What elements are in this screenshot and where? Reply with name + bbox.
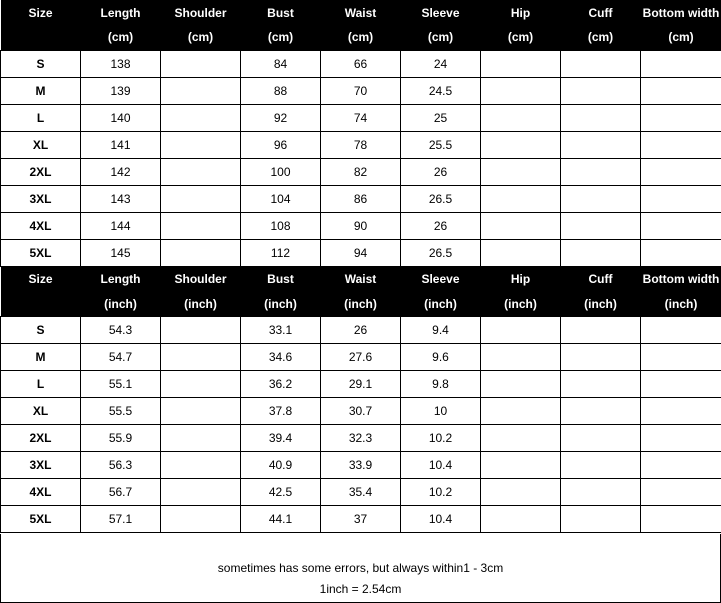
size-cell: 5XL xyxy=(1,506,81,533)
table-row xyxy=(1,398,721,425)
value-cell xyxy=(161,371,241,398)
column-unit: (inch) xyxy=(561,292,641,317)
value-cell xyxy=(641,158,721,185)
value-cell: 25.5 xyxy=(401,131,481,158)
value-cell xyxy=(481,506,561,533)
value-cell: 25 xyxy=(401,104,481,131)
size-cell: 4XL xyxy=(1,479,81,506)
value-cell: 10.2 xyxy=(401,425,481,452)
value-cell xyxy=(161,212,241,239)
size-cell: XL xyxy=(1,131,81,158)
value-cell xyxy=(481,479,561,506)
value-cell: 24 xyxy=(401,50,481,77)
header-row-labels xyxy=(1,0,721,25)
column-unit: (inch) xyxy=(241,292,321,317)
header-row-units xyxy=(1,292,721,317)
value-cell xyxy=(161,398,241,425)
value-cell xyxy=(481,239,561,266)
size-cell: XL xyxy=(1,398,81,425)
table-row xyxy=(1,212,721,239)
value-cell xyxy=(561,506,641,533)
value-cell: 26.5 xyxy=(401,185,481,212)
value-cell xyxy=(561,398,641,425)
value-cell: 82 xyxy=(321,158,401,185)
column-unit: (cm) xyxy=(481,25,561,50)
value-cell: 142 xyxy=(81,158,161,185)
column-header: Hip xyxy=(481,0,561,25)
value-cell xyxy=(481,425,561,452)
size-cell: 3XL xyxy=(1,185,81,212)
value-cell xyxy=(161,479,241,506)
value-cell xyxy=(161,506,241,533)
value-cell: 74 xyxy=(321,104,401,131)
value-cell: 56.7 xyxy=(81,479,161,506)
value-cell: 92 xyxy=(241,104,321,131)
value-cell xyxy=(641,344,721,371)
value-cell: 55.1 xyxy=(81,371,161,398)
value-cell: 96 xyxy=(241,131,321,158)
value-cell xyxy=(641,131,721,158)
value-cell: 10.4 xyxy=(401,452,481,479)
conversion-note: 1inch = 2.54cm xyxy=(319,582,402,596)
size-cell: M xyxy=(1,77,81,104)
value-cell xyxy=(161,104,241,131)
table-row xyxy=(1,317,721,344)
value-cell: 90 xyxy=(321,212,401,239)
column-unit: (cm) xyxy=(561,25,641,50)
value-cell: 27.6 xyxy=(321,344,401,371)
column-unit: (inch) xyxy=(81,292,161,317)
size-cell: 5XL xyxy=(1,239,81,266)
value-cell xyxy=(561,317,641,344)
value-cell: 112 xyxy=(241,239,321,266)
value-cell xyxy=(161,77,241,104)
table-row xyxy=(1,479,721,506)
value-cell: 26 xyxy=(401,212,481,239)
value-cell: 37.8 xyxy=(241,398,321,425)
column-unit: (cm) xyxy=(401,25,481,50)
size-cell: 2XL xyxy=(1,425,81,452)
column-unit: (cm) xyxy=(321,25,401,50)
table-body xyxy=(1,50,721,266)
value-cell xyxy=(481,50,561,77)
value-cell: 144 xyxy=(81,212,161,239)
column-header: Length xyxy=(81,0,161,25)
value-cell: 10 xyxy=(401,398,481,425)
value-cell: 70 xyxy=(321,77,401,104)
table-row xyxy=(1,452,721,479)
value-cell xyxy=(561,131,641,158)
value-cell xyxy=(481,317,561,344)
value-cell xyxy=(561,50,641,77)
value-cell: 57.1 xyxy=(81,506,161,533)
value-cell: 143 xyxy=(81,185,161,212)
value-cell: 94 xyxy=(321,239,401,266)
table-row xyxy=(1,77,721,104)
error-note: sometimes has some errors, but always within1 - 3cm xyxy=(217,561,504,575)
table-row xyxy=(1,158,721,185)
value-cell: 138 xyxy=(81,50,161,77)
value-cell xyxy=(161,158,241,185)
table-row xyxy=(1,104,721,131)
column-unit: (inch) xyxy=(641,292,721,317)
column-unit xyxy=(1,25,81,50)
column-header: Bottom width xyxy=(641,0,721,25)
value-cell: 26 xyxy=(321,317,401,344)
column-header: Size xyxy=(1,0,81,25)
value-cell: 37 xyxy=(321,506,401,533)
value-cell xyxy=(561,344,641,371)
value-cell: 9.6 xyxy=(401,344,481,371)
value-cell: 104 xyxy=(241,185,321,212)
value-cell: 145 xyxy=(81,239,161,266)
value-cell: 30.7 xyxy=(321,398,401,425)
value-cell xyxy=(641,371,721,398)
value-cell xyxy=(161,50,241,77)
table-body xyxy=(1,317,721,533)
value-cell xyxy=(481,344,561,371)
value-cell: 84 xyxy=(241,50,321,77)
value-cell xyxy=(641,479,721,506)
column-header: Length xyxy=(81,267,161,292)
value-cell: 55.5 xyxy=(81,398,161,425)
value-cell xyxy=(161,452,241,479)
value-cell xyxy=(481,452,561,479)
column-header: Waist xyxy=(321,267,401,292)
value-cell xyxy=(561,239,641,266)
table-row xyxy=(1,425,721,452)
value-cell xyxy=(481,212,561,239)
notes-box xyxy=(0,534,721,603)
column-unit: (cm) xyxy=(241,25,321,50)
value-cell: 34.6 xyxy=(241,344,321,371)
value-cell xyxy=(481,371,561,398)
value-cell xyxy=(561,212,641,239)
value-cell: 9.8 xyxy=(401,371,481,398)
column-header: Shoulder xyxy=(161,267,241,292)
column-header: Waist xyxy=(321,0,401,25)
value-cell xyxy=(561,77,641,104)
size-table-cm xyxy=(0,0,721,267)
value-cell xyxy=(561,452,641,479)
table-header xyxy=(1,267,721,317)
value-cell xyxy=(161,317,241,344)
value-cell: 33.1 xyxy=(241,317,321,344)
value-cell: 36.2 xyxy=(241,371,321,398)
column-unit: (cm) xyxy=(81,25,161,50)
value-cell xyxy=(161,344,241,371)
size-cell: M xyxy=(1,344,81,371)
value-cell xyxy=(161,425,241,452)
table-header xyxy=(1,0,721,50)
value-cell xyxy=(641,77,721,104)
value-cell: 54.3 xyxy=(81,317,161,344)
size-cell: 2XL xyxy=(1,158,81,185)
value-cell xyxy=(561,104,641,131)
value-cell: 26.5 xyxy=(401,239,481,266)
column-unit: (cm) xyxy=(641,25,721,50)
column-unit: (inch) xyxy=(481,292,561,317)
column-unit: (inch) xyxy=(401,292,481,317)
value-cell: 140 xyxy=(81,104,161,131)
value-cell xyxy=(161,239,241,266)
size-cell: 4XL xyxy=(1,212,81,239)
value-cell: 141 xyxy=(81,131,161,158)
value-cell: 56.3 xyxy=(81,452,161,479)
value-cell: 44.1 xyxy=(241,506,321,533)
value-cell: 88 xyxy=(241,77,321,104)
value-cell: 108 xyxy=(241,212,321,239)
value-cell xyxy=(161,185,241,212)
table-row xyxy=(1,506,721,533)
value-cell: 54.7 xyxy=(81,344,161,371)
column-unit xyxy=(1,292,81,317)
value-cell xyxy=(481,104,561,131)
value-cell xyxy=(641,425,721,452)
value-cell: 33.9 xyxy=(321,452,401,479)
value-cell xyxy=(641,185,721,212)
value-cell: 10.2 xyxy=(401,479,481,506)
column-header: Size xyxy=(1,267,81,292)
column-header: Bottom width xyxy=(641,267,721,292)
value-cell xyxy=(481,398,561,425)
value-cell: 10.4 xyxy=(401,506,481,533)
value-cell: 78 xyxy=(321,131,401,158)
value-cell: 24.5 xyxy=(401,77,481,104)
table-row xyxy=(1,371,721,398)
size-table-inch xyxy=(0,267,721,534)
value-cell xyxy=(641,506,721,533)
value-cell xyxy=(641,212,721,239)
value-cell: 39.4 xyxy=(241,425,321,452)
table-row xyxy=(1,344,721,371)
value-cell xyxy=(641,104,721,131)
column-unit: (inch) xyxy=(161,292,241,317)
value-cell xyxy=(641,398,721,425)
size-cell: L xyxy=(1,371,81,398)
size-cell: 3XL xyxy=(1,452,81,479)
column-header: Sleeve xyxy=(401,0,481,25)
value-cell: 26 xyxy=(401,158,481,185)
column-header: Shoulder xyxy=(161,0,241,25)
header-row-labels xyxy=(1,267,721,292)
value-cell: 42.5 xyxy=(241,479,321,506)
value-cell: 55.9 xyxy=(81,425,161,452)
value-cell xyxy=(481,185,561,212)
value-cell: 29.1 xyxy=(321,371,401,398)
value-cell xyxy=(561,425,641,452)
column-unit: (cm) xyxy=(161,25,241,50)
size-cell: S xyxy=(1,50,81,77)
value-cell xyxy=(561,185,641,212)
table-row xyxy=(1,131,721,158)
value-cell: 139 xyxy=(81,77,161,104)
value-cell xyxy=(641,317,721,344)
size-cell: S xyxy=(1,317,81,344)
column-header: Hip xyxy=(481,267,561,292)
value-cell: 9.4 xyxy=(401,317,481,344)
value-cell xyxy=(641,452,721,479)
value-cell xyxy=(561,158,641,185)
column-header: Sleeve xyxy=(401,267,481,292)
column-header: Bust xyxy=(241,267,321,292)
column-header: Cuff xyxy=(561,267,641,292)
value-cell: 40.9 xyxy=(241,452,321,479)
value-cell: 86 xyxy=(321,185,401,212)
table-row xyxy=(1,185,721,212)
column-header: Bust xyxy=(241,0,321,25)
value-cell xyxy=(561,371,641,398)
value-cell xyxy=(481,158,561,185)
value-cell: 35.4 xyxy=(321,479,401,506)
header-row-units xyxy=(1,25,721,50)
table-row xyxy=(1,239,721,266)
size-cell: L xyxy=(1,104,81,131)
value-cell xyxy=(161,131,241,158)
value-cell xyxy=(641,239,721,266)
value-cell xyxy=(481,77,561,104)
column-header: Cuff xyxy=(561,0,641,25)
value-cell xyxy=(641,50,721,77)
value-cell: 100 xyxy=(241,158,321,185)
value-cell: 66 xyxy=(321,50,401,77)
value-cell: 32.3 xyxy=(321,425,401,452)
column-unit: (inch) xyxy=(321,292,401,317)
value-cell xyxy=(561,479,641,506)
table-row xyxy=(1,50,721,77)
value-cell xyxy=(481,131,561,158)
